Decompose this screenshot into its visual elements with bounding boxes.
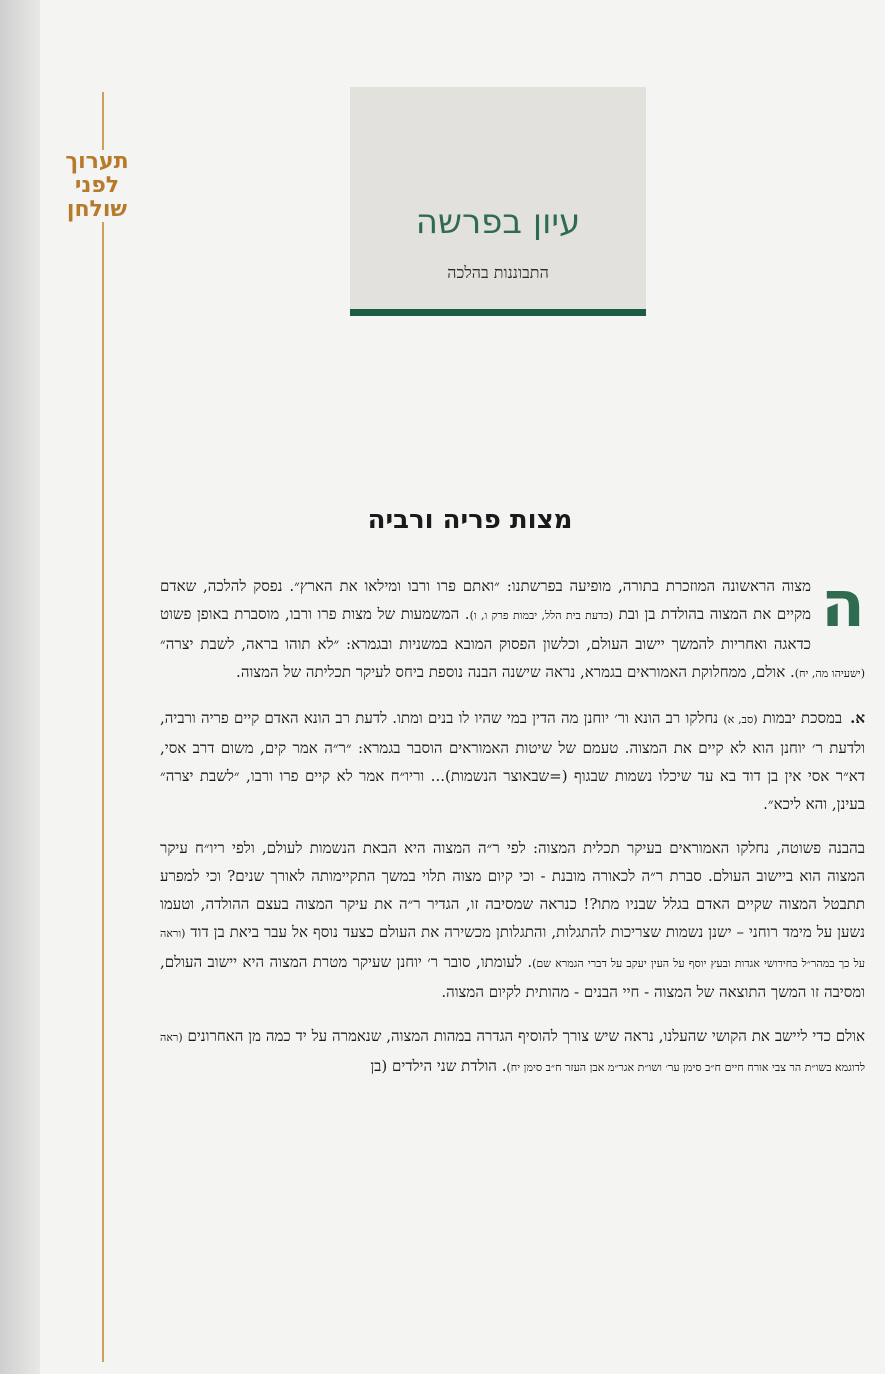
citation: (וראה על כך במהר״ל בחידושי אגדות ובעץ יוסף על העין יעקב על דברי הגמרא שם) [160,927,866,970]
text-run: . אולם, ממחלוקת האמוראים בגמרא, נראה שישנה הבנה נוספת ביחס לעיקר תכליתה של המצוה. [236,663,795,681]
text-run: . המשמעות של מצות פרו ורבו, מוסברת באופן פשוט כדאגה ואחריות להמשך יישוב העולם, וכלשון הפסוק המובא במשניות ובגמרא: ״לא תוהו בראה, לשבת יצרה״ [160,605,812,653]
side-title-line: שולחן [62,198,132,222]
citation: (סב, א) [723,713,758,726]
text-run: נחלקו רב הונא ור׳ יוחנן מה הדין במי שהיו לו בנים ומתו. לדעת רב הונא האדם קיים פריה ורביה, ולדעת ר׳ יוחנן הוא לא קיים את המצוה. טעמם של שיטות האמוראים הוסבר בגמרא: ״ר״ה אמר קים, משום דרב אסי, דא״ר אסי אין בן דוד בא עד שיכלו נשמות שבגוף (=שבאוצר הנשמות)... וריו״ח אמר לא קיים פרו ורבו, ״לשבת יצרה״ בעינן, והא ליכא״. [160,709,865,813]
text-run: בהבנה פשוטה, נחלקו האמוראים בעיקר תכלית המצוה: לפי ר״ה המצוה היא הבאת הנשמות לעולם, ולפי ריו״ח עיקר המצוה הוא ביישוב העולם. סברת ר״ה לכאורה מובנת - וכי קיום מצוה תלוי במשך התקיימותה לאורך שנים? וכי למפרע תתבטל המצוה שקיים האדם בגלל שבניו מתו?! כנראה שמסיבה זו, הגדיר ר״ה את עיקר המצוה בעצם ההולדה, וטעמו נשען על מימד רוחני – ישנן נשמות שצריכות להתגלות, והתגלותן מכשירה את העולם כצעד נוסף אל עבר ביאת בן דוד [160,839,865,941]
column-header-box [350,87,646,313]
side-rule [102,92,104,1362]
article-title: מצות פריה ורביה [367,505,573,535]
citation: (כדעת בית הלל, יבמות פרק ו, ו) [469,609,614,622]
intro-paragraph [160,568,865,688]
side-title-line: תערוך [62,150,132,174]
body-paragraph [160,1022,865,1082]
text-run: במסכת יבמות [757,709,843,727]
body-paragraph [160,834,865,1006]
side-series-title [62,150,132,222]
text-run: . הולדת שני הילדים (בן [370,1057,507,1075]
column-title: עיון בפרשה [415,202,581,242]
text-run: . לעומתו, סובר ר׳ יוחנן שעיקר מטרת המצוה היא יישוב העולם, ומסיבה זו המשך התוצאה של המצוה - חיי הבנים - מהותית לקיום המצוה. [160,953,865,1001]
citation: (ראה לדוגמא בשו״ת הר צבי אורח חיים ח״ב סימן ער׳ ושו״ת אגר״מ אבן העזר ח״ב סימן יח) [160,1031,865,1074]
drop-cap: ה [821,568,865,642]
text-run: מצוה הראשונה המוזכרת בתורה, מופיעה בפרשתנו: ״ואתם פרו ורבו ומילאו את הארץ״. נפסק להלכה, שאדם מקיים את המצוה בהולדת בן ובת [160,577,812,623]
page-edge [0,0,40,1374]
section-a-paragraph [160,704,865,818]
citation: (ישעיהו מה, יח) [794,667,865,680]
text-run: אולם כדי ליישב את הקושי שהעלנו, נראה שיש צורך להוסיף הגדרה במהות המצוה, שנאמרה על יד כמה מן האחרונים [182,1027,865,1045]
header-underline [350,309,646,316]
column-subtitle: התבוננות בהלכה [447,263,549,282]
article-body [160,568,866,1098]
section-letter: א. [850,709,865,727]
side-title-line: לפני [62,174,132,198]
